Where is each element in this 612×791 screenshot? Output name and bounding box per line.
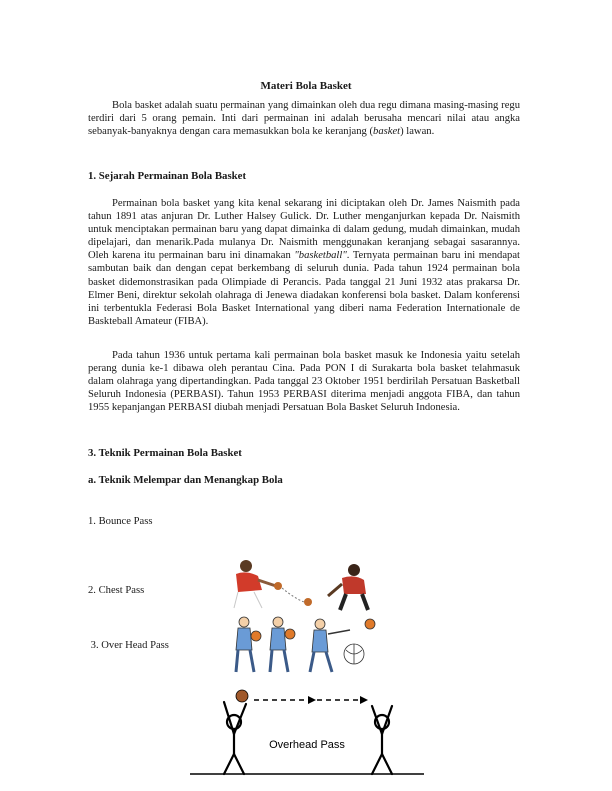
document-title: Materi Bola Basket (260, 80, 352, 92)
bounce-pass-image (228, 556, 388, 612)
overhead-pass-label: Overhead Pass (269, 739, 345, 751)
list-item-chest-pass: 2. Chest Pass (88, 585, 145, 596)
chest-pass-image (232, 614, 382, 676)
list-item-overhead-pass: 3. Over Head Pass (88, 640, 169, 651)
intro-paragraph: Bola basket adalah suatu permainan yang dimainkan oleh dua regu dimana masing-masing regu terdiri dari 5 orang pemain. Inti dari permainan ini adalah berusaha mencari nilai atau angka sebanyak-banyaknya dengan cara memasukkan bola ke keranjang (basket) lawan. (88, 100, 520, 138)
history-paragraph-2: Pada tahun 1936 untuk pertama kali permainan bola basket masuk ke Indonesia yaitu setelah perang dunia ke-1 dibawa oleh perantau Cina. Pada PON I di Surakarta bola basket telahmasuk dalam olahraga yang dipertandingkan. Pada tanggal 23 Oktober 1951 berdirilah Persatuan Basketball Seluruh Indonesia (PERBASI). Tahun 1953 PERBASI diterima menjadi anggota FIBA, dan tahun 1955 kepanjangan PERBASI diubah menjadi Persatuan Bola Basket Seluruh Indonesia. (88, 350, 520, 414)
list-item-bounce-pass: 1. Bounce Pass (88, 516, 153, 527)
subheading-melempar: a. Teknik Melempar dan Menangkap Bola (88, 474, 283, 486)
section-heading-teknik: 3. Teknik Permainan Bola Basket (88, 447, 242, 459)
history-paragraph-1: Permainan bola basket yang kita kenal sekarang ini diciptakan oleh Dr. James Naismith pada tahun 1891 atas anjuran Dr. Luther Halsey Gulick. Dr. Luther menganjurkan kepada Dr. Naismith untuk menciptakan permainan baru yang dapat dimainka di dalam gedung, mudah dimainkan, mudah dipelajari, dan menarik.Pada mulanya Dr. Naismith menggunakan keranjang sebagai sasarannya. Oleh karena itu permainan baru ini dinamakan "basketball". Ternyata permainan baru ini mendapat sambutan baik dan dengan cepat berkembang di seluruh dunia. Pada tahun 1924 permainan bola basket didemonstrasikan pada Olimpiade di Perancis. Pada tanggal 21 Juni 1932 atas prakarsa Dr. Elmer Beni, direktur sekolah olahraga di Jenewa diadakan konferensi bola basket. Dalam konferensi ini terbentukla Federasi Bola Basket International yang diberi nama Federation Internationale de Baskteball Amateur (FIBA). (88, 198, 520, 327)
section-heading-sejarah: 1. Sejarah Permainan Bola Basket (88, 170, 247, 182)
overhead-pass-diagram (190, 684, 424, 776)
